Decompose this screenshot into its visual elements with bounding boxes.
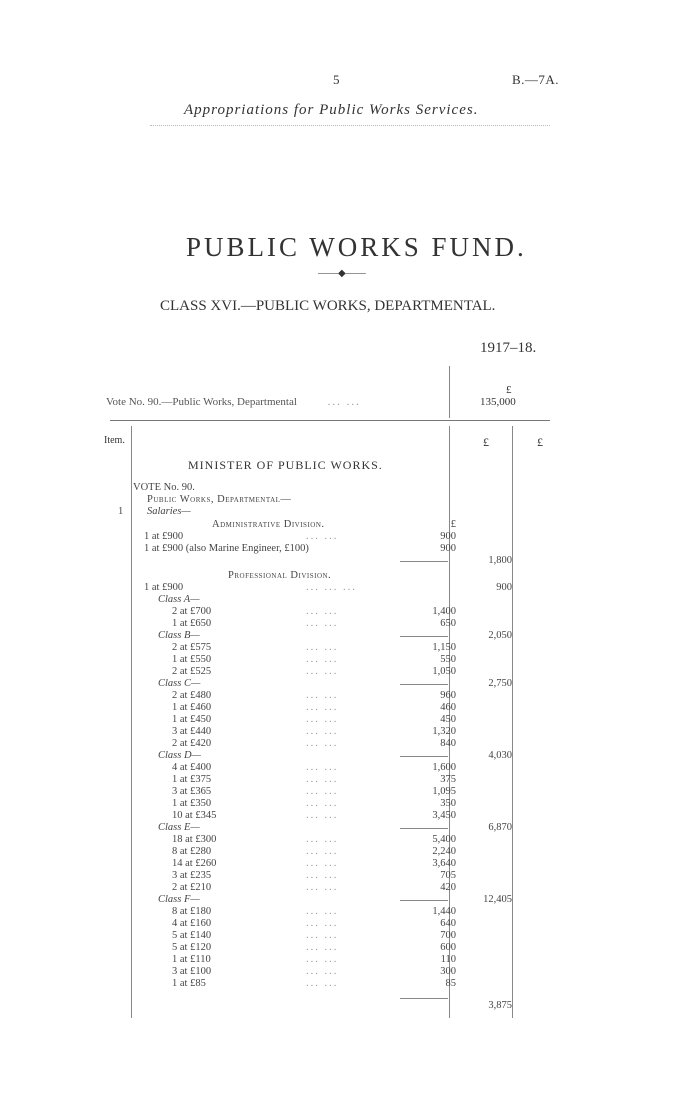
amount-value: 1,150 [432, 642, 456, 653]
leader-dots: ... ... [306, 738, 339, 749]
amount-value: 650 [440, 618, 456, 629]
subtotal-value: 6,870 [488, 822, 512, 833]
row-label: 1 at £900 [144, 582, 184, 593]
amount-value: 110 [440, 954, 456, 965]
row-label: 5 at £140 [172, 930, 212, 941]
fund-title: PUBLIC WORKS FUND. [186, 232, 527, 262]
amount-value: 420 [440, 882, 456, 893]
leader-dots: ... ... [306, 966, 339, 977]
table-row [0, 942, 700, 954]
leader-dots: ... ... [306, 642, 339, 653]
leader-dots: ... ... [306, 690, 339, 701]
row-label: 1 at £350 [172, 798, 212, 809]
table-row [0, 798, 700, 810]
item-number: 1 [118, 506, 124, 517]
table-row [0, 482, 700, 494]
row-label: Class E— [158, 822, 200, 833]
table-row [0, 762, 700, 774]
table-row [0, 618, 700, 630]
subtotal-rule [400, 828, 448, 829]
leader-dots: ... ... [306, 834, 339, 845]
row-label: 1 at £550 [172, 654, 212, 665]
row-label: 10 at £345 [172, 810, 217, 821]
table-top-rule [110, 420, 550, 421]
amount-value: 3,450 [432, 810, 456, 821]
leader-dots: ... ... [306, 954, 339, 965]
leader-dots: ... ... [306, 714, 339, 725]
amount-value: 1,095 [432, 786, 456, 797]
table-row [0, 882, 700, 894]
table-row [0, 555, 700, 567]
row-label: 1 at £650 [172, 618, 212, 629]
subtotal-value: 2,750 [488, 678, 512, 689]
leader-dots: ... ... [306, 618, 339, 629]
leader-dots: ... ... [306, 762, 339, 773]
table-row [0, 918, 700, 930]
amount-value: 85 [445, 978, 456, 989]
table-row [0, 846, 700, 858]
amount-value: 700 [440, 930, 456, 941]
row-label: Class F— [158, 894, 200, 905]
vote-summary-dots: ... ... [327, 396, 361, 408]
subtotal-value: 4,030 [488, 750, 512, 761]
amount-value: 1,050 [432, 666, 456, 677]
table-row [0, 786, 700, 798]
item-column-header: Item. [104, 435, 125, 446]
amount-value: 900 [440, 543, 456, 554]
page-number: 5 [333, 72, 340, 87]
amount-value: 900 [440, 531, 456, 542]
subtotal-rule [400, 900, 448, 901]
row-label: Class A— [158, 594, 200, 605]
leader-dots: ... ... [306, 882, 339, 893]
amount-value: 450 [440, 714, 456, 725]
subtotal-rule [400, 756, 448, 757]
leader-dots: ... ... [306, 870, 339, 881]
row-label: 18 at £300 [172, 834, 217, 845]
subtotal-value: 900 [496, 582, 512, 593]
row-label: Salaries— [147, 506, 191, 517]
table-row [0, 858, 700, 870]
pound-column-header-1: £ [483, 435, 489, 449]
table-row [0, 1000, 700, 1012]
vote-summary-line [106, 396, 361, 408]
table-row [0, 726, 700, 738]
leader-dots: ... ... [306, 726, 339, 737]
row-label: 8 at £180 [172, 906, 212, 917]
row-label: 1 at £900 [144, 531, 184, 542]
subtotal-value: 1,800 [488, 555, 512, 566]
table-row [0, 978, 700, 990]
row-label: 3 at £100 [172, 966, 212, 977]
row-label: 2 at £480 [172, 690, 212, 701]
table-row [0, 494, 700, 506]
row-label: 1 at £85 [172, 978, 206, 989]
table-row [0, 774, 700, 786]
row-label: 2 at £525 [172, 666, 212, 677]
leader-dots: ... ... [306, 531, 339, 542]
subtotal-rule [400, 684, 448, 685]
table-row [0, 570, 700, 582]
table-row [0, 954, 700, 966]
row-label: 8 at £280 [172, 846, 212, 857]
row-label: 1 at £450 [172, 714, 212, 725]
table-row [0, 630, 700, 642]
row-label: 3 at £235 [172, 870, 212, 881]
amount-value: 1,400 [432, 606, 456, 617]
row-label: VOTE No. 90. [133, 482, 195, 493]
subtotal-rule [400, 561, 448, 562]
table-row [0, 531, 700, 543]
row-label: 3 at £440 [172, 726, 212, 737]
header-divider [150, 125, 550, 126]
amount-value: 1,440 [432, 906, 456, 917]
amount-value: 350 [440, 798, 456, 809]
table-row [0, 642, 700, 654]
vote-summary-label: Vote No. 90.—Public Works, Departmental [106, 396, 297, 408]
leader-dots: ... ... [306, 798, 339, 809]
amount-value: 705 [440, 870, 456, 881]
row-label: 5 at £120 [172, 942, 212, 953]
row-label: Administrative Division. [212, 519, 325, 530]
row-label: Class D— [158, 750, 201, 761]
table-row [0, 666, 700, 678]
amount-value: 460 [440, 702, 456, 713]
leader-dots: ... ... [306, 978, 339, 989]
leader-dots: ... ... [306, 666, 339, 677]
minister-heading: MINISTER OF PUBLIC WORKS. [188, 458, 383, 472]
table-row [0, 690, 700, 702]
table-row [0, 678, 700, 690]
amount-value: 2,240 [432, 846, 456, 857]
row-label: Professional Division. [228, 570, 332, 581]
pound-column-header-2: £ [537, 435, 543, 449]
table-row [0, 506, 700, 518]
leader-dots: ... ... ... [306, 582, 357, 593]
amount-value: £ [450, 519, 456, 530]
table-row [0, 714, 700, 726]
document-reference: B.—7A. [512, 72, 560, 87]
amount-value: 840 [440, 738, 456, 749]
amount-value: 5,400 [432, 834, 456, 845]
leader-dots: ... ... [306, 606, 339, 617]
class-title: CLASS XVI.—PUBLIC WORKS, DEPARTMENTAL. [160, 298, 496, 314]
row-label: 1 at £375 [172, 774, 212, 785]
fiscal-year: 1917–18. [480, 340, 537, 356]
amount-value: 600 [440, 942, 456, 953]
row-label: 2 at £210 [172, 882, 212, 893]
leader-dots: ... ... [306, 858, 339, 869]
leader-dots: ... ... [306, 906, 339, 917]
row-label: 3 at £365 [172, 786, 212, 797]
leader-dots: ... ... [306, 702, 339, 713]
table-row [0, 519, 700, 531]
row-label: 14 at £260 [172, 858, 217, 869]
table-row [0, 543, 700, 555]
table-row [0, 582, 700, 594]
row-label: 4 at £400 [172, 762, 212, 773]
subtotal-value: 12,405 [483, 894, 512, 905]
table-row [0, 822, 700, 834]
row-label: 1 at £900 (also Marine Engineer, £100) [144, 543, 309, 554]
table-row [0, 834, 700, 846]
subtotal-value: 2,050 [488, 630, 512, 641]
running-title: Appropriations for Public Works Services. [184, 102, 479, 118]
amount-value: 1,320 [432, 726, 456, 737]
table-row [0, 966, 700, 978]
summary-column-rule [449, 366, 450, 418]
table-row [0, 702, 700, 714]
leader-dots: ... ... [306, 942, 339, 953]
amount-value: 640 [440, 918, 456, 929]
leader-dots: ... ... [306, 810, 339, 821]
table-row [0, 894, 700, 906]
subtotal-rule [400, 998, 448, 999]
leader-dots: ... ... [306, 654, 339, 665]
amount-value: 960 [440, 690, 456, 701]
row-label: 1 at £460 [172, 702, 212, 713]
leader-dots: ... ... [306, 918, 339, 929]
amount-value: 550 [440, 654, 456, 665]
row-label: 1 at £110 [172, 954, 211, 965]
row-label: 2 at £700 [172, 606, 212, 617]
leader-dots: ... ... [306, 930, 339, 941]
table-row [0, 606, 700, 618]
table-row [0, 906, 700, 918]
leader-dots: ... ... [306, 786, 339, 797]
table-row [0, 810, 700, 822]
row-label: Public Works, Departmental— [147, 494, 292, 505]
row-label: Class C— [158, 678, 201, 689]
amount-value: 375 [440, 774, 456, 785]
leader-dots: ... ... [306, 846, 339, 857]
subtotal-rule [400, 636, 448, 637]
row-label: 2 at £575 [172, 642, 212, 653]
vote-total-amount: 135,000 [480, 396, 516, 408]
row-label: Class B— [158, 630, 200, 641]
table-row [0, 594, 700, 606]
ornament-divider: ——◆—— [318, 268, 366, 279]
table-row [0, 930, 700, 942]
table-row [0, 738, 700, 750]
leader-dots: ... ... [306, 774, 339, 785]
amount-value: 1,600 [432, 762, 456, 773]
summary-pound-sign: £ [506, 384, 512, 396]
amount-value: 300 [440, 966, 456, 977]
amount-value: 3,640 [432, 858, 456, 869]
subtotal-value: 3,875 [488, 1000, 512, 1011]
row-label: 4 at £160 [172, 918, 212, 929]
table-row [0, 750, 700, 762]
table-row [0, 654, 700, 666]
table-row [0, 870, 700, 882]
row-label: 2 at £420 [172, 738, 212, 749]
